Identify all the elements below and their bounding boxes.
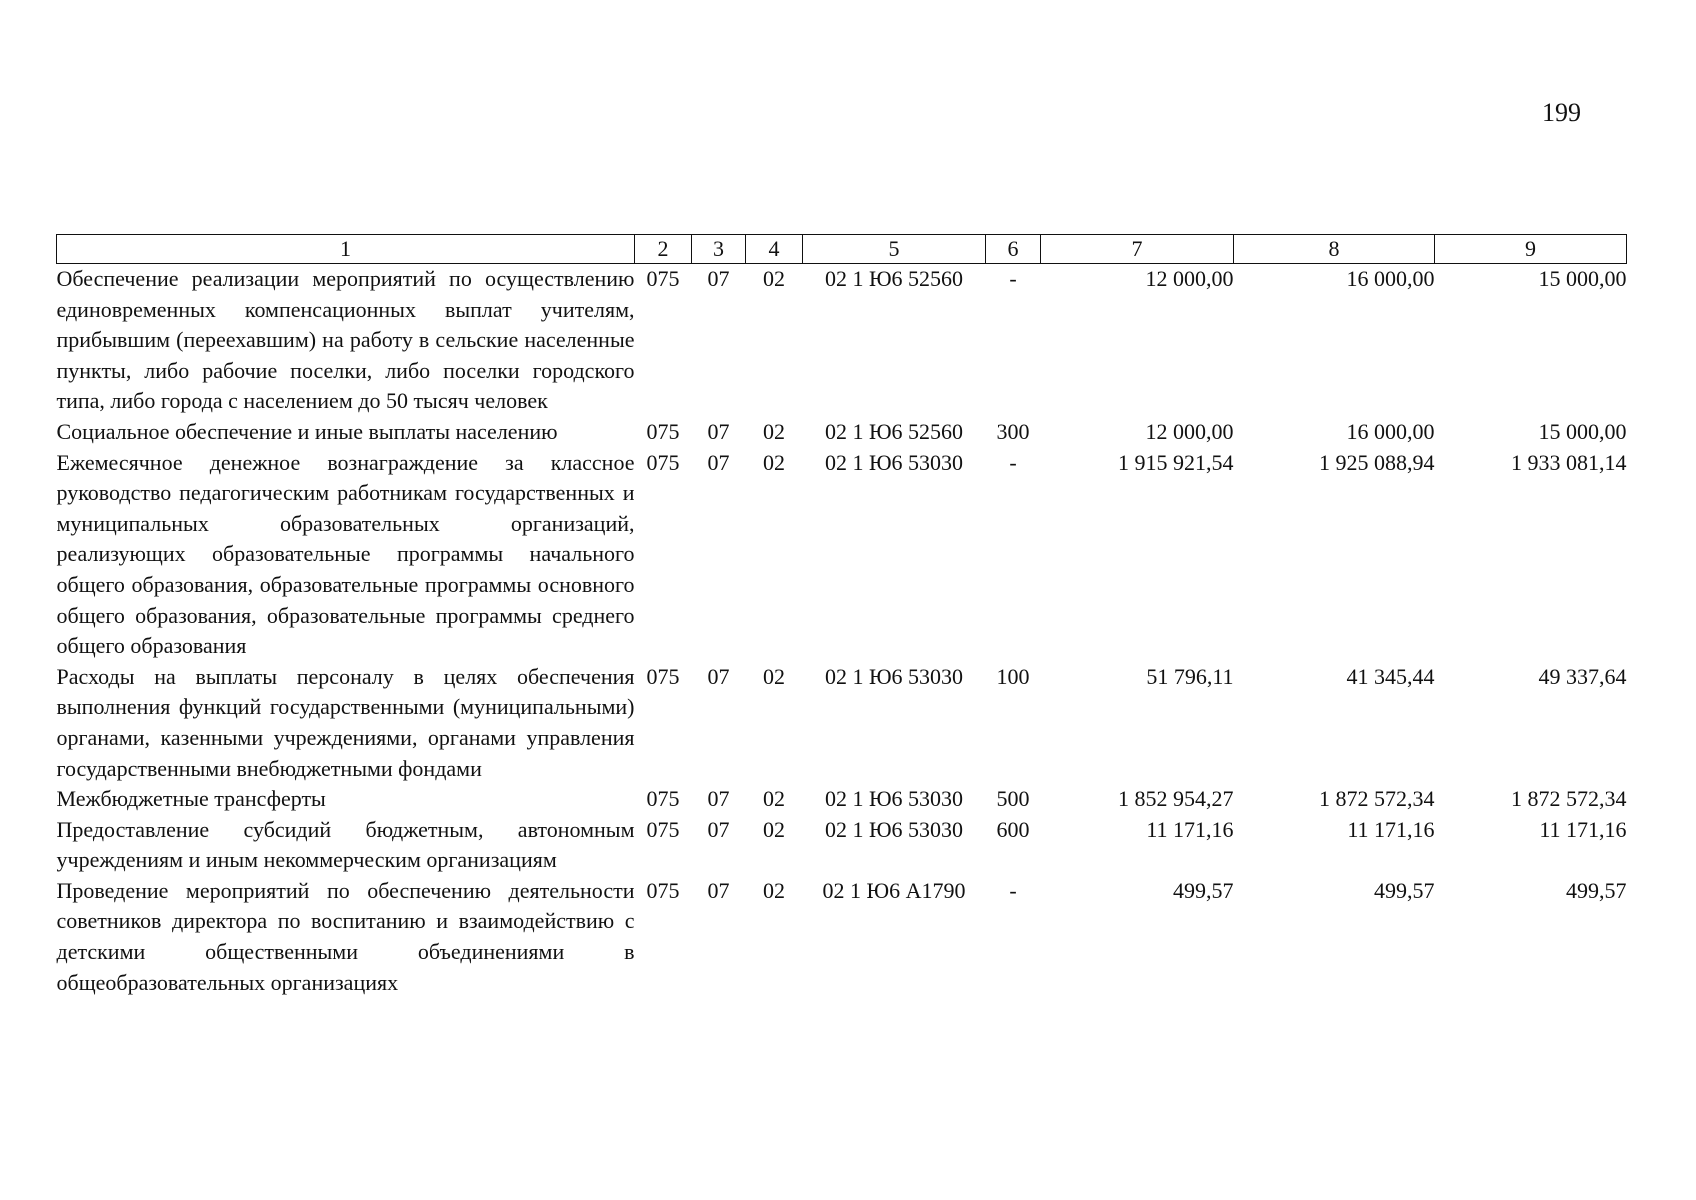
row-name: Проведение мероприятий по обеспечению деятельности советников директора по воспитанию и взаимодействию с детскими общественными объединениями в общеобразовательных организациях xyxy=(56,877,635,995)
cell-6: - xyxy=(1009,266,1017,291)
cell-3: 07 xyxy=(707,877,730,903)
table-row xyxy=(57,264,1627,417)
cell-9: 49 337,64 xyxy=(1538,663,1627,689)
cell-3: 07 xyxy=(707,816,730,842)
cell-9: 11 171,16 xyxy=(1539,816,1627,842)
cell-5: 02 1 Ю6 52560 xyxy=(824,266,964,291)
cell-2: 075 xyxy=(646,449,680,475)
column-header-3: 3 xyxy=(692,235,746,264)
table-row xyxy=(57,448,1627,662)
cell-9: 15 000,00 xyxy=(1538,418,1627,444)
cell-7: 12 000,00 xyxy=(1145,266,1234,291)
cell-8: 16 000,00 xyxy=(1346,418,1435,444)
column-header-7: 7 xyxy=(1041,235,1234,264)
cell-2: 075 xyxy=(646,266,680,291)
cell-6: 100 xyxy=(996,663,1030,689)
column-header-5: 5 xyxy=(803,235,986,264)
table-row xyxy=(57,876,1627,998)
cell-5: 02 1 Ю6 53030 xyxy=(824,449,964,475)
cell-7: 11 171,16 xyxy=(1146,816,1234,842)
table-row xyxy=(57,815,1627,876)
cell-2: 075 xyxy=(646,418,680,444)
budget-table xyxy=(56,234,1627,998)
cell-4: 02 xyxy=(763,786,785,812)
cell-9: 499,57 xyxy=(1566,877,1627,903)
row-name: Расходы на выплаты персоналу в целях обеспечения выполнения функций государственными (муниципальными) органами, казенными учреждениями, органами управления государственными внебюджетными фондами xyxy=(56,663,635,781)
cell-9: 1 933 081,14 xyxy=(1511,449,1627,475)
column-header-6: 6 xyxy=(986,235,1041,264)
row-name: Обеспечение реализации мероприятий по осуществлению единовременных компенсационных выплат учителям, прибывшим (переехавшим) на работу в сельские населенные пункты, либо рабочие поселки, либо поселки городского типа, либо города с населением до 50 тысяч человек xyxy=(56,266,635,414)
row-name: Социальное обеспечение и иные выплаты населению xyxy=(56,418,558,444)
cell-5: 02 1 Ю6 53030 xyxy=(824,816,964,842)
cell-2: 075 xyxy=(646,816,680,842)
cell-9: 1 872 572,34 xyxy=(1511,786,1627,812)
cell-6: - xyxy=(1009,877,1017,903)
cell-4: 02 xyxy=(763,418,785,444)
cell-2: 075 xyxy=(646,877,680,903)
cell-5: 02 1 Ю6 53030 xyxy=(824,786,964,812)
cell-4: 02 xyxy=(763,663,785,689)
cell-5: 02 1 Ю6 А1790 xyxy=(822,877,966,903)
cell-5: 02 1 Ю6 53030 xyxy=(824,663,964,689)
cell-4: 02 xyxy=(763,877,785,903)
cell-7: 1 852 954,27 xyxy=(1118,786,1234,812)
cell-2: 075 xyxy=(646,786,680,812)
row-name: Межбюджетные трансферты xyxy=(56,786,326,812)
page-number: 199 xyxy=(1542,98,1581,127)
column-header-1: 1 xyxy=(57,235,635,264)
cell-4: 02 xyxy=(763,816,785,842)
column-header-8: 8 xyxy=(1234,235,1435,264)
cell-6: 300 xyxy=(996,418,1030,444)
cell-8: 499,57 xyxy=(1374,877,1435,903)
table-row xyxy=(57,784,1627,815)
cell-4: 02 xyxy=(763,266,785,291)
cell-8: 16 000,00 xyxy=(1346,266,1435,291)
cell-7: 1 915 921,54 xyxy=(1118,449,1234,475)
cell-6: - xyxy=(1009,449,1017,475)
cell-8: 11 171,16 xyxy=(1347,816,1435,842)
column-header-2: 2 xyxy=(635,235,692,264)
cell-9: 15 000,00 xyxy=(1538,266,1627,291)
cell-7: 12 000,00 xyxy=(1145,418,1234,444)
cell-6: 600 xyxy=(996,816,1030,842)
cell-3: 07 xyxy=(707,663,730,689)
cell-7: 51 796,11 xyxy=(1146,663,1234,689)
table-row xyxy=(57,662,1627,784)
cell-2: 075 xyxy=(646,663,680,689)
row-name: Предоставление субсидий бюджетным, автономным учреждениям и иным некоммерческим организациям xyxy=(56,816,635,873)
column-header-4: 4 xyxy=(746,235,803,264)
cell-3: 07 xyxy=(707,266,730,291)
cell-6: 500 xyxy=(996,786,1030,812)
column-header-9: 9 xyxy=(1435,235,1627,264)
table-row xyxy=(57,417,1627,448)
cell-8: 1 872 572,34 xyxy=(1319,786,1435,812)
cell-3: 07 xyxy=(707,418,730,444)
row-name: Ежемесячное денежное вознаграждение за классное руководство педагогическим работникам государственных и муниципальных образовательных организаций, реализующих образовательные программы начального общего образования, образовательные программы основного общего образования, образовательные программы среднего общего образования xyxy=(56,449,635,659)
cell-3: 07 xyxy=(707,449,730,475)
header-row xyxy=(57,235,1627,264)
cell-3: 07 xyxy=(707,786,730,812)
cell-8: 1 925 088,94 xyxy=(1319,449,1435,475)
cell-5: 02 1 Ю6 52560 xyxy=(824,418,964,444)
cell-4: 02 xyxy=(763,449,785,475)
cell-7: 499,57 xyxy=(1173,877,1234,903)
cell-8: 41 345,44 xyxy=(1346,663,1435,689)
